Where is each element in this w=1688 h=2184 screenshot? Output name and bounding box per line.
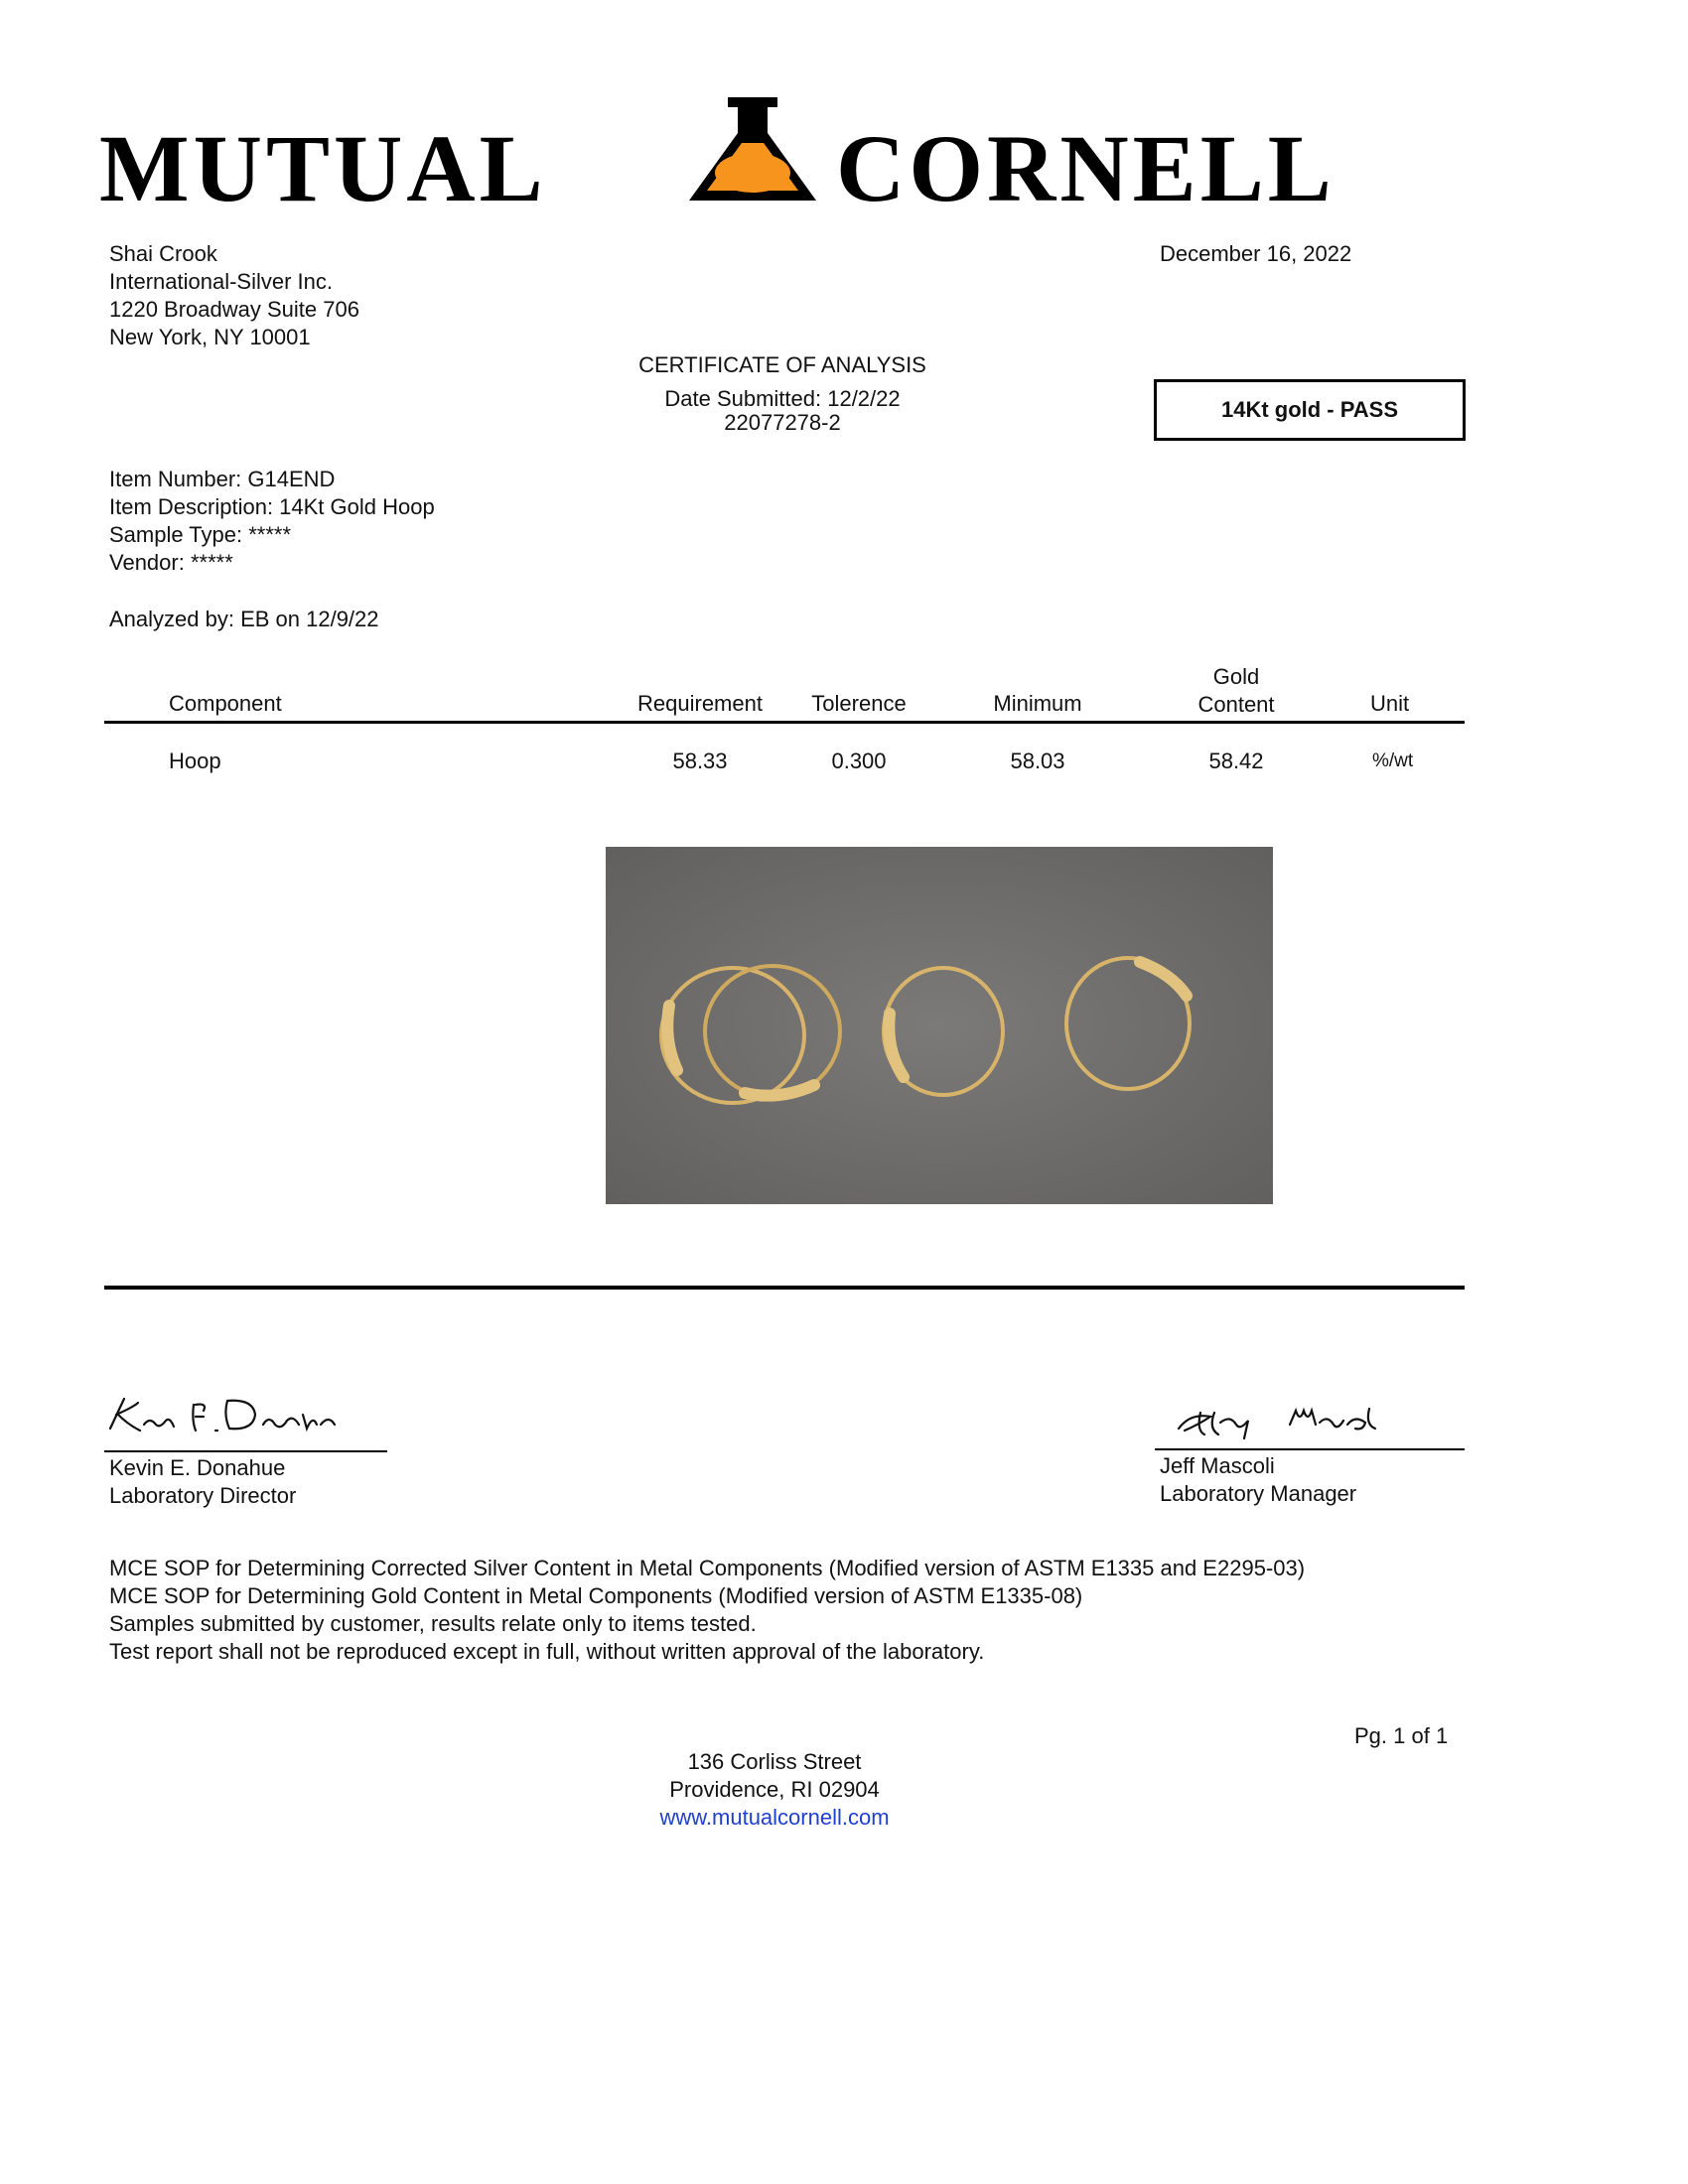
section-divider	[104, 1286, 1465, 1290]
signature-line-right	[1155, 1448, 1465, 1450]
certificate-header	[584, 351, 981, 437]
analyzed-by: Analyzed by: EB on 12/9/22	[109, 607, 379, 631]
logo-word-mutual: MUTUAL	[99, 115, 547, 221]
certificate-title: CERTIFICATE OF ANALYSIS	[638, 352, 926, 377]
note-line: MCE SOP for Determining Gold Content in Metal Components (Modified version of ASTM E1335-08)	[109, 1583, 1083, 1608]
footer-city: Providence, RI 02904	[669, 1777, 880, 1802]
company-logo	[99, 95, 1470, 221]
column-header-gold-content	[1172, 663, 1301, 719]
cell-tolerance: 0.300	[831, 749, 887, 773]
handwritten-signature-donahue	[104, 1385, 362, 1444]
vendor: Vendor: *****	[109, 550, 233, 575]
signer-title-left: Laboratory Director	[109, 1483, 297, 1508]
report-date: December 16, 2022	[1160, 241, 1352, 266]
signature-block-right	[1155, 1395, 1465, 1508]
recipient-company: International-Silver Inc.	[109, 269, 333, 294]
flask-icon	[683, 95, 822, 205]
signature-line-left	[104, 1450, 387, 1452]
cell-minimum: 58.03	[1010, 749, 1065, 773]
column-header-component: Component	[169, 691, 282, 716]
result-status-text: 14Kt gold - PASS	[1220, 397, 1399, 422]
cell-gold-content: 58.42	[1208, 749, 1264, 773]
result-status-badge	[1154, 379, 1466, 441]
recipient-name: Shai Crook	[109, 241, 217, 266]
recipient-address	[109, 240, 359, 351]
column-header-unit: Unit	[1370, 691, 1410, 716]
certificate-number: 22077278-2	[724, 410, 841, 435]
item-description: Item Description: 14Kt Gold Hoop	[109, 494, 435, 519]
item-details	[109, 466, 435, 577]
page-number: Pg. 1 of 1	[1354, 1723, 1449, 1748]
column-header-gold-line1: Gold	[1212, 664, 1260, 689]
signer-name-left: Kevin E. Donahue	[109, 1455, 286, 1480]
column-header-requirement: Requirement	[637, 691, 763, 716]
gold-hoop-earrings-photo	[606, 847, 1273, 1204]
footer-street: 136 Corliss Street	[687, 1749, 862, 1774]
method-notes	[109, 1555, 1305, 1666]
note-line: Samples submitted by customer, results relate only to items tested.	[109, 1611, 757, 1636]
logo-word-cornell: CORNELL	[836, 115, 1336, 221]
recipient-address-line2: New York, NY 10001	[109, 325, 311, 349]
table-header-rule	[104, 721, 1465, 724]
cell-component: Hoop	[169, 749, 221, 773]
column-header-gold-line2: Content	[1197, 692, 1275, 717]
note-line: Test report shall not be reproduced except in full, without written approval of the laboratory.	[109, 1639, 985, 1664]
date-submitted: Date Submitted: 12/2/22	[664, 386, 901, 411]
signer-title-right: Laboratory Manager	[1160, 1481, 1357, 1506]
handwritten-signature-mascoli	[1171, 1395, 1399, 1444]
recipient-address-line1: 1220 Broadway Suite 706	[109, 297, 359, 322]
column-header-tolerance: Tolerence	[811, 691, 907, 716]
results-table	[0, 655, 1688, 784]
cell-requirement: 58.33	[672, 749, 728, 773]
signer-name-right: Jeff Mascoli	[1160, 1453, 1275, 1478]
footer-address	[576, 1748, 973, 1832]
item-number: Item Number: G14END	[109, 467, 336, 491]
signature-block-left	[104, 1385, 387, 1510]
cell-unit: %/wt	[1372, 751, 1414, 771]
column-header-minimum: Minimum	[993, 691, 1082, 716]
website-link[interactable]: www.mutualcornell.com	[659, 1805, 890, 1830]
sample-type: Sample Type: *****	[109, 522, 292, 547]
note-line: MCE SOP for Determining Corrected Silver Content in Metal Components (Modified version of ASTM E1335 and E2295-03)	[109, 1556, 1306, 1580]
